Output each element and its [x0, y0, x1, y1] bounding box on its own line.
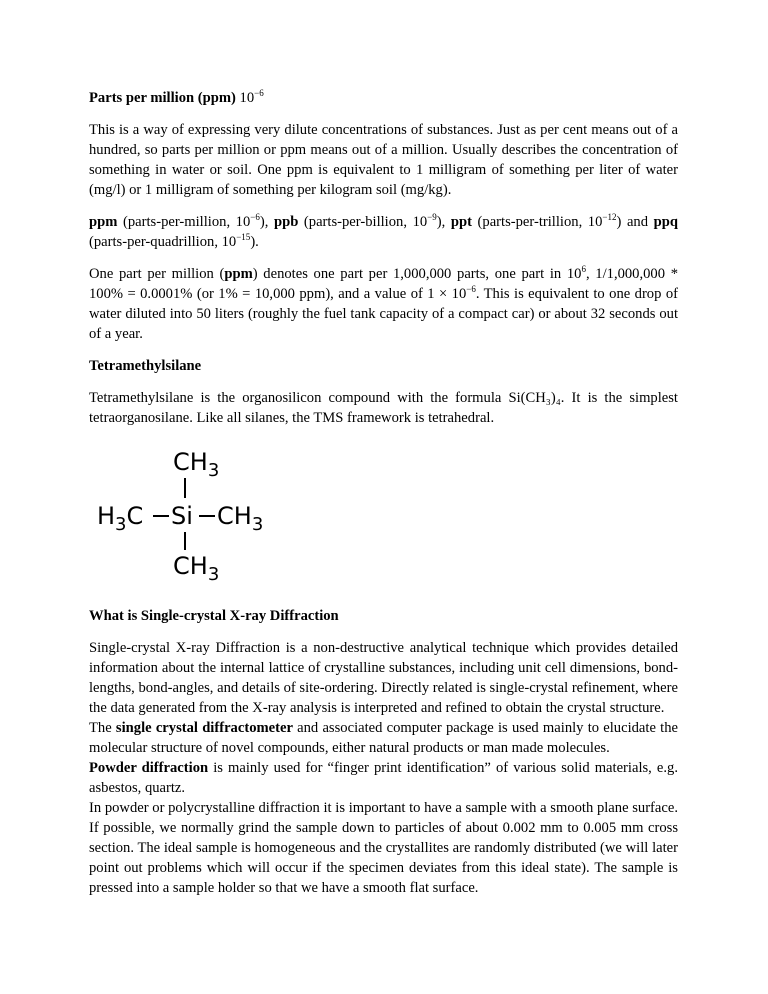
ppm-units-paragraph: [89, 212, 678, 252]
unit-ppt-exponent: −12: [602, 212, 617, 222]
unit-ppb: ppb: [273, 214, 299, 230]
unit-ppb-close: ),: [436, 214, 451, 230]
unit-ppt-text: (parts-per-trillion, 10: [471, 214, 603, 230]
ppm-explanation-paragraph: [89, 264, 678, 344]
ppm-explanation-text-3: , 1/1,000,000 * 100% = 0.0001% (or 1% = 10,000 ppm), and a value of 1 × 10: [89, 266, 678, 302]
unit-ppq-text: (parts-per-quadrillion, 10: [89, 234, 237, 250]
tms-structure-svg: [95, 440, 295, 590]
ppm-heading-base: 10: [239, 90, 255, 106]
unit-ppm-exponent: −6: [250, 212, 260, 222]
ppm-heading-exponent: −6: [254, 88, 264, 98]
methyl-right-label: $CH_3$: [217, 502, 264, 535]
methyl-bottom-label: $CH_3$: [173, 552, 220, 585]
unit-ppm: ppm: [89, 214, 118, 230]
unit-ppt: ppt: [450, 214, 472, 230]
xrd-paragraph-2-bold: single crystal diffractometer: [115, 720, 293, 736]
ppm-explanation-bold: ppm: [224, 266, 253, 282]
ppm-explanation-text-2: ) denotes one part per 1,000,000 parts, one part in 10: [252, 266, 582, 282]
xrd-paragraph-2: [89, 718, 678, 758]
ppm-explanation-text-4: . This is equivalent to one drop of water diluted into 50 liters (roughly the fuel tank capacity of a compact car) or about 32 seconds out of a year.: [89, 286, 678, 342]
ppm-heading-title: Parts per million (ppm): [89, 90, 236, 106]
xrd-heading: [89, 606, 678, 626]
unit-ppq: ppq: [653, 214, 678, 230]
xrd-paragraph-3-bold: Powder diffraction: [89, 760, 209, 776]
xrd-paragraph-2-text-2: and associated computer package is used mainly to elucidate the molecular structure of novel compounds, either natural products or man made molecules.: [89, 720, 678, 756]
tms-heading: [89, 356, 678, 376]
document-content: [89, 88, 678, 898]
xrd-paragraph-3-text: is mainly used for “finger print identification” of various solid materials, e.g. asbestos, quartz.: [89, 760, 678, 796]
unit-ppt-close: ) and: [616, 214, 654, 230]
unit-ppb-exponent: −9: [427, 212, 437, 222]
xrd-paragraph-4: In powder or polycrystalline diffraction it is important to have a sample with a smooth plane surface. If possible, we normally grind the sample down to particles of about 0.002 mm to 0.005 mm cross section. The ideal sample is homogeneous and the crystallites are randomly distributed (we will later point out problems which will occur if the specimen deviates from this ideal state). The sample is pressed into a sample holder so that we have a smooth flat surface.: [89, 800, 678, 896]
ppm-explanation-exponent-1: 6: [581, 264, 586, 274]
unit-ppm-text: (parts-per-million, 10: [117, 214, 251, 230]
ppm-heading: [89, 88, 678, 108]
methyl-top-label: $CH_3$: [173, 448, 220, 481]
unit-ppm-close: ),: [259, 214, 274, 230]
ppm-definition-paragraph: This is a way of expressing very dilute concentrations of substances. Just as per cent means out of a hundred, so parts per million or ppm means out of a million. Usually describes the concentration of something in water or soil. One ppm is equivalent to 1 milligram of something per liter of water (mg/l) or 1 milligram of something per kilogram soil (mg/kg).: [89, 122, 678, 198]
silicon-label: Si: [171, 502, 193, 530]
tms-heading-title: Tetramethylsilane: [89, 358, 202, 374]
unit-ppq-close: ).: [250, 234, 259, 250]
xrd-paragraph-1: Single-crystal X-ray Diffraction is a non-destructive analytical technique which provides detailed information about the internal lattice of crystalline substances, including unit cell dimensions, bond-lengths, bond-angles, and details of site-ordering. Directly related is single-crystal refinement, where the data generated from the X-ray analysis is interpreted and refined to obtain the crystal structure.: [89, 640, 678, 716]
xrd-paragraph-3: [89, 758, 678, 798]
unit-ppq-exponent: −15: [236, 232, 251, 242]
tms-paragraph: Tetramethylsilane is the organosilicon compound with the formula Si(CH₃)₄. It is the simplest tetraorganosilane. Like all silanes, the TMS framework is tetrahedral.: [89, 390, 678, 426]
xrd-heading-title: What is Single-crystal X-ray Diffraction: [89, 608, 339, 624]
methyl-left-label: $H_3C$: [97, 502, 144, 535]
ppm-explanation-text-1: One part per million (: [89, 266, 225, 282]
unit-ppb-text: (parts-per-billion, 10: [298, 214, 428, 230]
ppm-explanation-exponent-2: −6: [466, 284, 476, 294]
xrd-paragraph-2-text-1: The: [89, 720, 116, 736]
tms-structure-diagram: [95, 440, 295, 590]
